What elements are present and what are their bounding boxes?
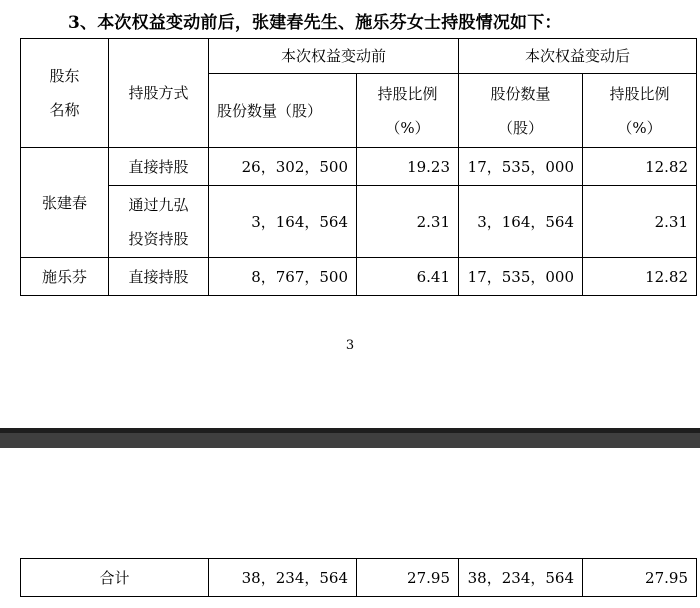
after-shares: 3，164，564 (459, 186, 583, 258)
after-ratio: 2.31 (583, 186, 697, 258)
total-row (21, 559, 697, 597)
total-before-shares: 38，234，564 (209, 559, 357, 597)
header-before-ratio-line1: 持股比例 (377, 84, 438, 103)
header-before-ratio-line2: （%） (385, 118, 430, 137)
page-separator (0, 428, 700, 448)
header-before-ratio (357, 74, 459, 148)
shareholding-table (20, 38, 697, 296)
total-label: 合计 (21, 559, 209, 597)
header-shareholder-line2: 名称 (49, 101, 80, 119)
table-row (21, 148, 697, 186)
holding-method (109, 186, 209, 258)
holding-method: 直接持股 (109, 258, 209, 296)
total-table (20, 558, 697, 597)
total-after-ratio: 27.95 (583, 559, 697, 597)
after-ratio: 12.82 (583, 258, 697, 296)
before-ratio: 2.31 (357, 186, 459, 258)
holding-method: 直接持股 (109, 148, 209, 186)
before-shares: 8，767，500 (209, 258, 357, 296)
after-shares: 17，535，000 (459, 148, 583, 186)
holding-method-line2: 投资持股 (128, 229, 189, 248)
header-after-shares-line1: 股份数量 (490, 84, 551, 103)
header-after-ratio (583, 74, 697, 148)
page-number: 3 (345, 338, 355, 353)
page-separator-shade (0, 428, 700, 433)
shareholder-name: 张建春 (21, 148, 109, 258)
section-heading: 3、本次权益变动前后，张建春先生、施乐芬女士持股情况如下： (68, 13, 562, 33)
holding-method-line1: 通过九弘 (128, 195, 189, 214)
after-ratio: 12.82 (583, 148, 697, 186)
header-after-shares-line2: （股） (498, 118, 544, 137)
total-after-shares: 38，234，564 (459, 559, 583, 597)
header-shareholder-name (21, 39, 109, 148)
header-after-change: 本次权益变动后 (459, 39, 697, 74)
header-after-ratio-line1: 持股比例 (609, 84, 670, 103)
header-shareholder-line1: 股东 (49, 67, 80, 85)
before-shares: 26，302，500 (209, 148, 357, 186)
before-ratio: 19.23 (357, 148, 459, 186)
header-after-shares (459, 74, 583, 148)
total-before-ratio: 27.95 (357, 559, 459, 597)
before-ratio: 6.41 (357, 258, 459, 296)
after-shares: 17，535，000 (459, 258, 583, 296)
header-holding-method: 持股方式 (109, 39, 209, 148)
table-row (21, 258, 697, 296)
header-before-change: 本次权益变动前 (209, 39, 459, 74)
shareholder-name: 施乐芬 (21, 258, 109, 296)
header-after-ratio-line2: （%） (617, 118, 662, 137)
table-row (21, 186, 697, 258)
header-before-shares: 股份数量（股） (209, 74, 357, 148)
before-shares: 3，164，564 (209, 186, 357, 258)
